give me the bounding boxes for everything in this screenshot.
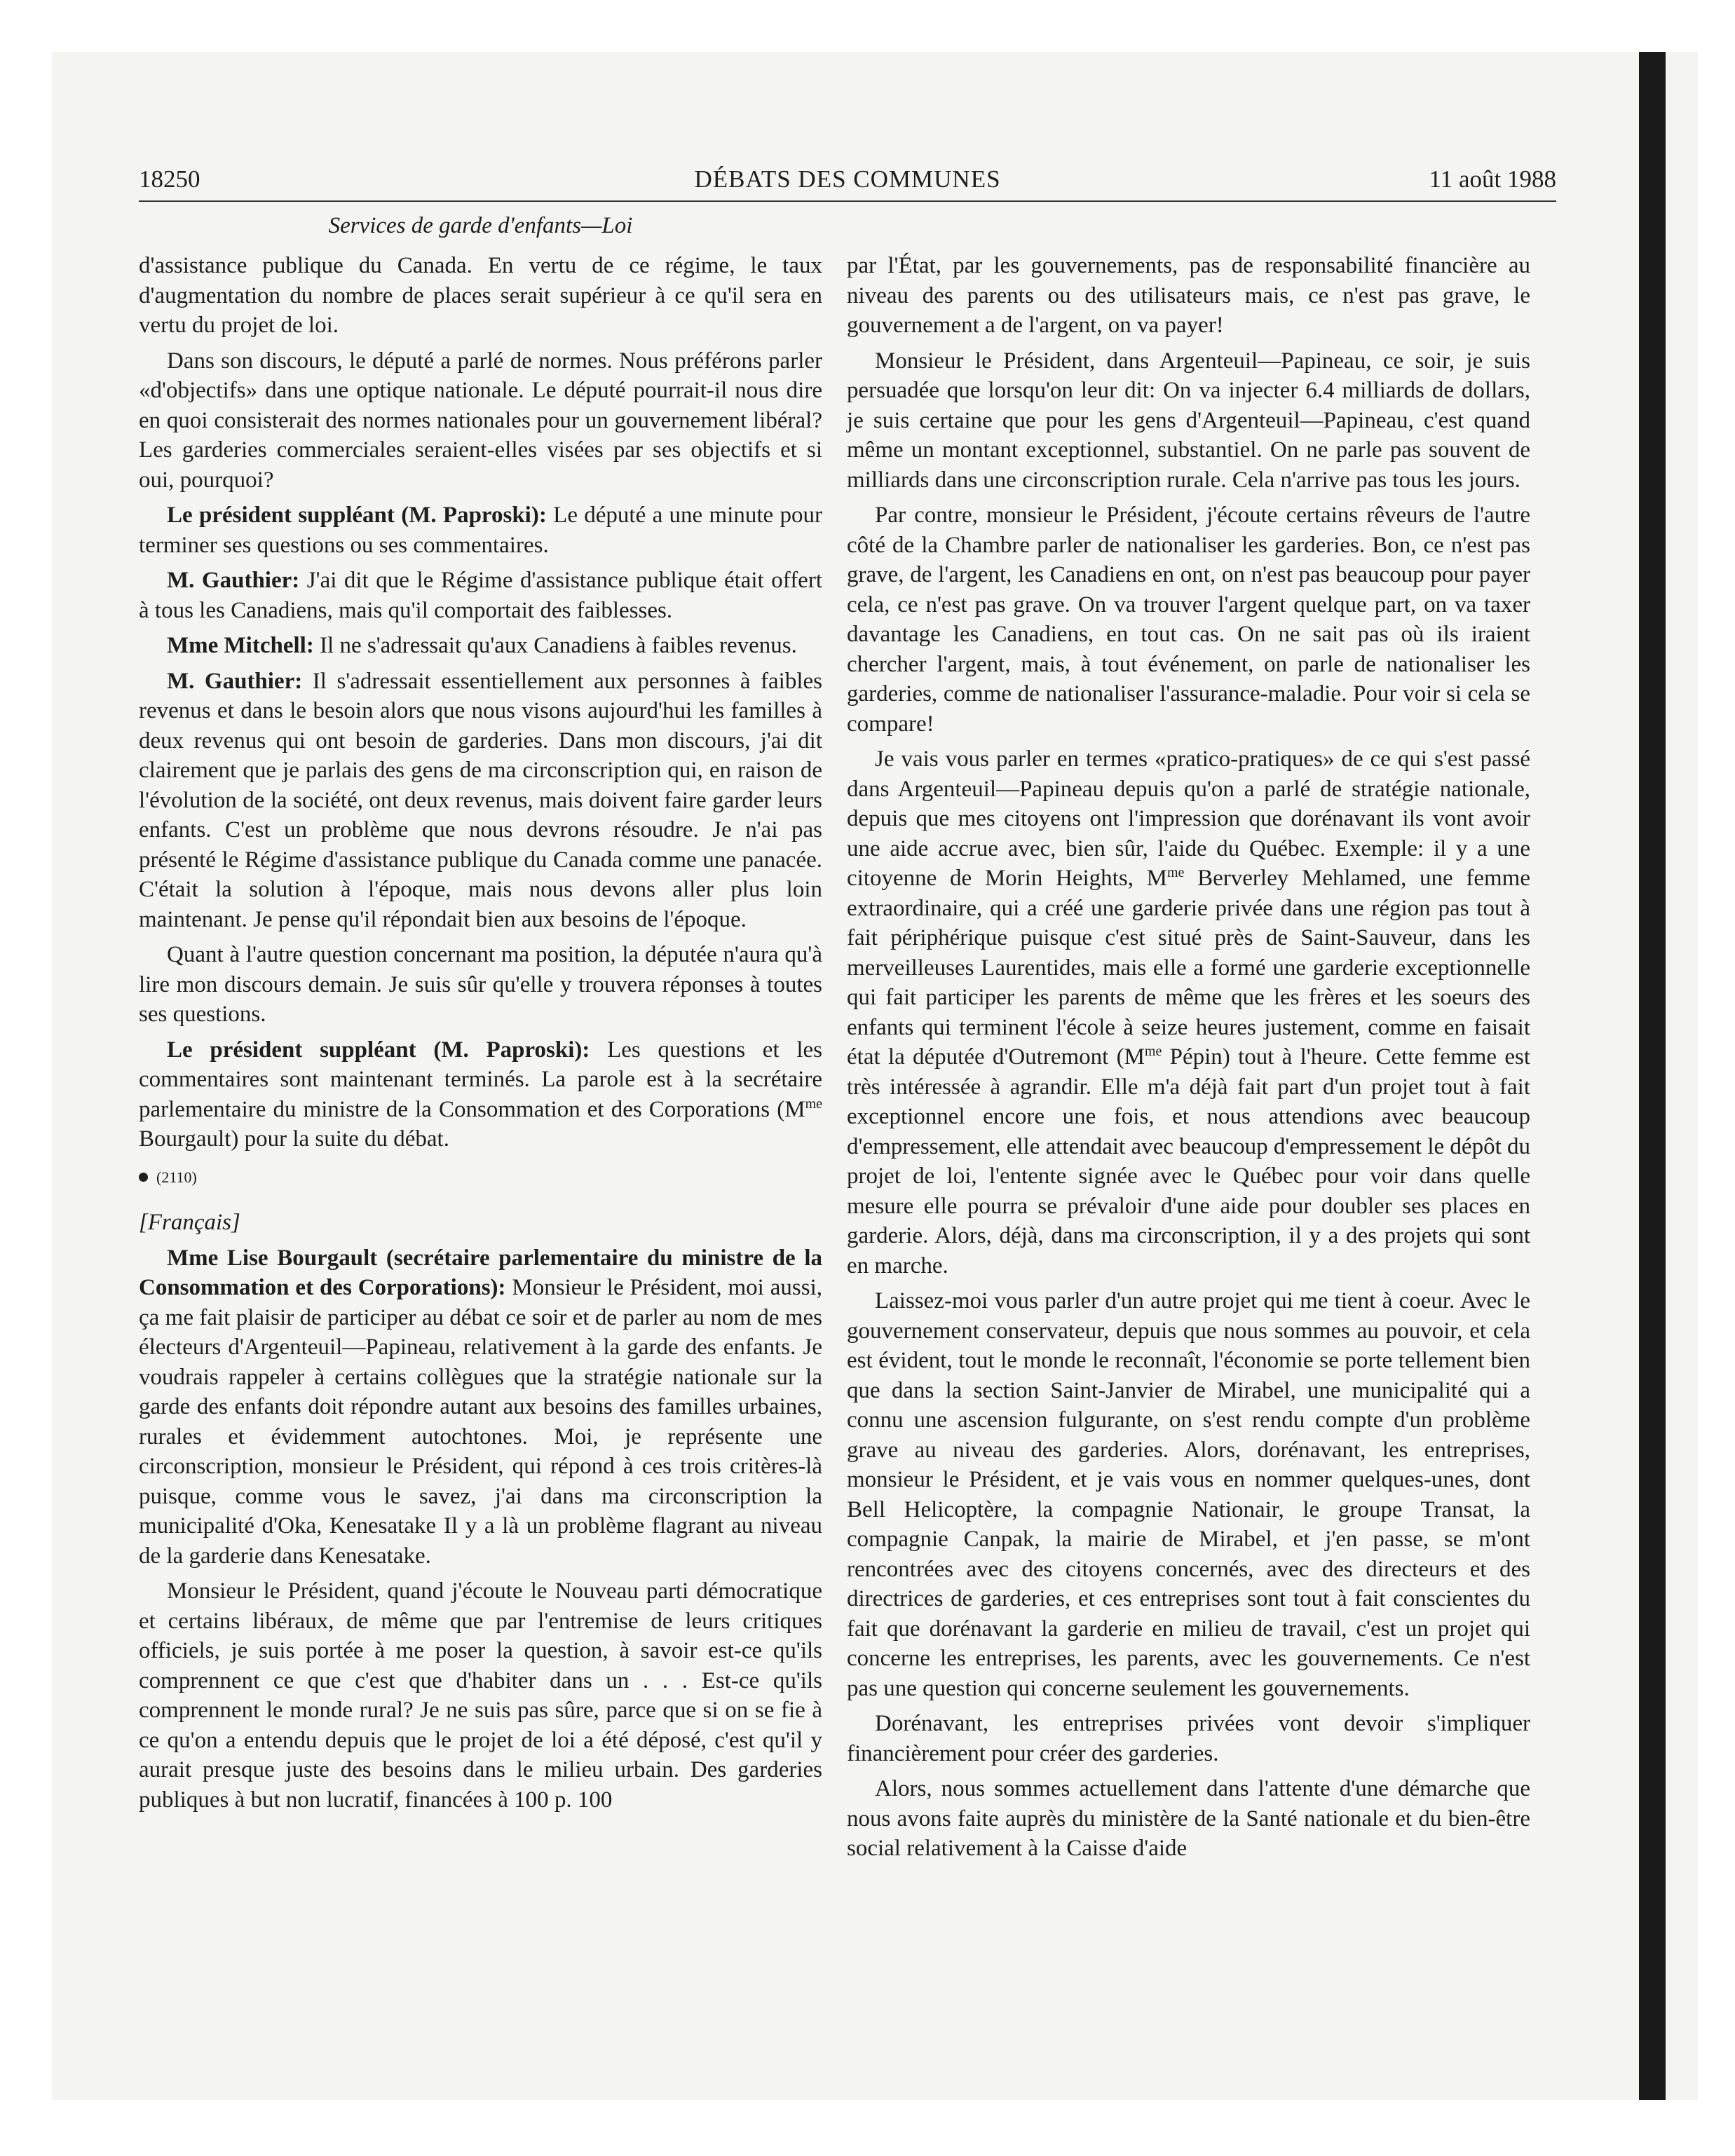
paragraph: Par contre, monsieur le Président, j'écoute certains rêveurs de l'autre côté de la Chambre parler de nationaliser les garderies. Bon, ce n'est pas grave, de l'argent, les Canadiens en ont, on n'est pas beaucoup pour payer cela, ce n'est pas grave. On va trouver l'argent quelque part, on va taxer davantage les Canadiens, en tout cas. On ne sait pas où ils iraient chercher l'argent, mais, à tout événement, on parle de nationaliser les garderies, comme de nationaliser l'assurance-maladie. Pour voir si cela se compare! bbox=[847, 503, 1530, 737]
header-rule bbox=[139, 200, 1556, 202]
language-label: [Français] bbox=[139, 1210, 240, 1235]
paragraph bbox=[139, 500, 822, 560]
paragraph bbox=[139, 1035, 822, 1154]
speaker-name: M. Gauthier: bbox=[167, 668, 303, 694]
paragraph bbox=[139, 1243, 822, 1571]
superscript: me bbox=[1144, 1044, 1162, 1059]
speech-text: Berverley Mehlamed, une femme extraordinaire, qui a créé une garderie privée dans une région pas tout à fait périphérique puisque c'est situé près de Saint-Sauveur, dans les merveilleuses Laurentides, mais elle a formé une garderie exceptionnelle qui fait participer les parents de même que les frères et les soeurs des enfants qui terminent l'école à seize heures justement, comme en faisait état la députée d'Outremont (M bbox=[847, 866, 1530, 1070]
speaker-name: Le président suppléant (M. Paproski): bbox=[167, 503, 547, 528]
paragraph bbox=[139, 631, 822, 661]
paragraph: Monsieur le Président, quand j'écoute le Nouveau parti démocratique et certains libéraux, de même que par l'entremise de leurs critiques officiels, je suis portée à me poser la question, à savoir est-ce qu'ils comprennent ce que c'est que d'habiter dans un . . . Est-ce qu'ils comprennent le monde rural? Je ne suis pas sûre, parce que si on se fie à ce qu'on a entendu depuis que le projet de loi a été déposé, c'est qu'il y aurait presque juste des besoins dans le milieu urbain. Des garderies publiques à but non lucratif, financées à 100 p. 100 bbox=[139, 1578, 822, 1813]
speaker-name: Mme Lise Bourgault (secrétaire parlementaire du ministre de la Consommation et des Corporations): bbox=[139, 1245, 822, 1300]
speaker-name: M. Gauthier: bbox=[167, 568, 300, 593]
speech-text: Il ne s'adressait qu'aux Canadiens à faibles revenus. bbox=[313, 633, 797, 658]
paragraph bbox=[139, 566, 822, 625]
speech-text: Bourgault) pour la suite du débat. bbox=[139, 1126, 449, 1152]
paragraph: Quant à l'autre question concernant ma position, la députée n'aura qu'à lire mon discours demain. Je suis sûr qu'elle y trouvera réponses à toutes ses questions. bbox=[139, 942, 822, 1027]
right-column bbox=[847, 251, 1530, 1869]
speech-text: J'ai dit que le Régime d'assistance publique était offert à tous les Canadiens, mais qu'il comportait des faiblesses. bbox=[139, 568, 822, 623]
speech-text: Les questions et les commentaires sont maintenant terminés. La parole est à la secrétaire parlementaire du ministre de la Consommation et des Corporations (M bbox=[139, 1037, 822, 1122]
paragraph: par l'État, par les gouvernements, pas de responsabilité financière au niveau des parents ou des utilisateurs mais, ce n'est pas grave, le gouvernement a de l'argent, on va payer! bbox=[847, 253, 1530, 338]
running-subject: Services de garde d'enfants—Loi bbox=[328, 213, 633, 238]
page-date: 11 août 1988 bbox=[1429, 165, 1556, 193]
time-marker bbox=[139, 1163, 822, 1193]
scan-edge-bar bbox=[1639, 52, 1666, 2100]
superscript: me bbox=[805, 1096, 822, 1112]
time-marker-text: (2110) bbox=[156, 1168, 197, 1186]
paragraph: Monsieur le Président, dans Argenteuil—Papineau, ce soir, je suis persuadée que lorsqu'on leur dit: On va injecter 6.4 milliards de dollars, je suis certaine que pour les gens d'Argenteuil—Papineau, c'est quand même un montant exceptionnel, substantiel. On ne parle pas souvent de milliards dans une circonscription rurale. Cela n'arrive pas tous les jours. bbox=[847, 348, 1530, 493]
speech-text: Pépin) tout à l'heure. Cette femme est très intéressée à agrandir. Elle m'a déjà fait part d'un projet tout à fait exceptionnel encore une fois, et nous attendions avec beaucoup d'empressement, elle attendait avec beaucoup d'empressement le dépôt du projet de loi, l'entente signée avec le Québec pour voir dans quelle mesure elle pourra se prévaloir d'une aide pour doubler ses places en garderie. Alors, déjà, dans ma circonscription, il y a des projets qui sont en marche. bbox=[847, 1044, 1530, 1278]
superscript: me bbox=[1167, 865, 1185, 880]
paragraph: Laissez-moi vous parler d'un autre projet qui me tient à coeur. Avec le gouvernement conservateur, depuis que nous sommes au pouvoir, et cela est évident, tout le monde le reconnaît, l'économie se porte tellement bien que dans la section Saint-Janvier de Mirabel, une municipalité qui a connu une ascension fulgurante, on s'est rendu compte d'un problème grave au niveau des garderies. Alors, dorénavant, les entreprises, monsieur le Président, et je vais vous en nommer quelques-unes, dont Bell Helicoptère, la compagnie Nationair, le groupe Transat, la compagnie Canpak, la mairie de Mirabel, et j'en passe, se m'ont rencontrées avec des citoyens concernés, avec des directeurs et des directrices de garderies, et ces entreprises sont tout à fait conscientes du fait que dorénavant la garderie en milieu de travail, c'est un projet qui concerne les entreprises, les parents, avec les gouvernements. Ce n'est pas une question qui concerne seulement les gouvernements. bbox=[847, 1288, 1530, 1701]
speech-text: Il s'adressait essentiellement aux personnes à faibles revenus et dans le besoin alors que nous visons aujourd'hui les familles à deux revenus qui ont besoin de garderies. Dans mon discours, j'ai dit clairement que je parlais des gens de ma circonscription qui, en raison de l'évolution de la société, ont deux revenus, mais doivent faire garder leurs enfants. C'est un problème que nous devrons résoudre. Je n'ai pas présenté le Régime d'assistance publique du Canada comme une panacée. C'était la solution à l'époque, mais nous devons aller plus loin maintenant. Je pense qu'il répondait bien aux besoins de l'époque. bbox=[139, 668, 822, 932]
paragraph: d'assistance publique du Canada. En vertu de ce régime, le taux d'augmentation du nombre de places serait supérieur à ce qu'il sera en vertu du projet de loi. bbox=[139, 253, 822, 338]
left-column bbox=[139, 251, 822, 1820]
speech-text: Je vais vous parler en termes «pratico-pratiques» de ce qui s'est passé dans Argenteuil—Papineau depuis qu'on a parlé de stratégie nationale, depuis que mes citoyens ont l'impression que dorénavant ils vont avoir une aide accrue avec, bien sûr, l'aide du Québec. Exemple: il y a une citoyenne de Morin Heights, M bbox=[847, 746, 1530, 891]
page-header bbox=[139, 158, 1556, 200]
speech-text: Le député a une minute pour terminer ses questions ou ses commentaires. bbox=[139, 503, 822, 558]
speaker-name: Le président suppléant (M. Paproski): bbox=[167, 1037, 590, 1063]
publication-title: DÉBATS DES COMMUNES bbox=[694, 165, 1001, 193]
paragraph bbox=[847, 744, 1530, 1281]
page-number: 18250 bbox=[139, 165, 200, 193]
speech-text: Monsieur le Président, moi aussi, ça me fait plaisir de participer au débat ce soir et de parler au nom de mes électeurs d'Argenteuil—Papineau, relativement à la garde des enfants. Je voudrais rappeler à certains collègues que la stratégie nationale sur la garde des enfants doit répondre autant aux besoins des familles urbaines, rurales et évidemment autochtones. Moi, je représente une circonscription, monsieur le Président, qui répond à ces trois critères-là puisque, comme vous le savez, j'ai dans ma circonscription la municipalité d'Oka, Kenesatake Il y a là un problème flagrant au niveau de la garderie dans Kenesatake. bbox=[139, 1275, 822, 1569]
paragraph: Alors, nous sommes actuellement dans l'attente d'une démarche que nous avons faite auprès du ministère de la Santé nationale et du bien-être social relativement à la Caisse d'aide bbox=[847, 1776, 1530, 1861]
speaker-name: Mme Mitchell: bbox=[167, 633, 314, 658]
paragraph: Dorénavant, les entreprises privées vont devoir s'impliquer financièrement pour créer des garderies. bbox=[847, 1711, 1530, 1766]
paragraph: Dans son discours, le député a parlé de normes. Nous préférons parler «d'objectifs» dans une optique nationale. Le député pourrait-il nous dire en quoi consisterait des normes nationales pour un gouvernement libéral? Les garderies commerciales seraient-elles visées par ses objectifs et si oui, pourquoi? bbox=[139, 348, 822, 493]
paragraph bbox=[139, 667, 822, 935]
bullet-icon bbox=[139, 1173, 148, 1182]
